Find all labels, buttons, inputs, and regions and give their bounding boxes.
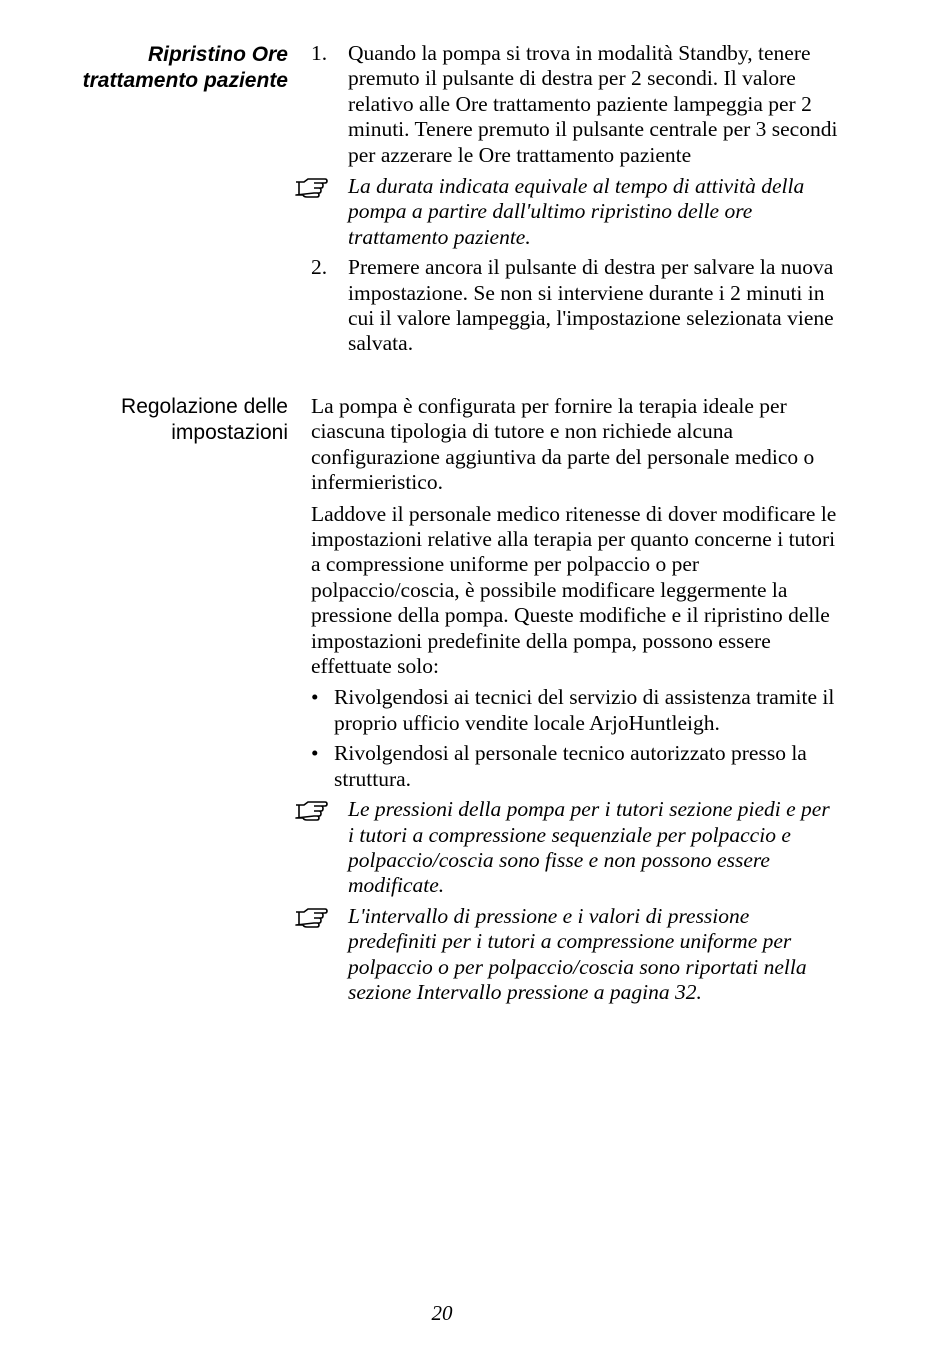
heading-line: trattamento paziente <box>82 69 288 92</box>
pointing-hand-icon <box>294 799 328 821</box>
pointing-hand-icon <box>294 176 328 198</box>
bullet-text: Rivolgendosi al personale tecnico autorizzato presso la struttura. <box>334 741 807 791</box>
page-number: 20 <box>431 1301 453 1325</box>
paragraph: La pompa è configurata per fornire la terapia ideale per ciascuna tipologia di tutore e non richiede alcuna configurazione aggiuntiva da parte del personale medico o infermieristico. <box>311 394 815 495</box>
section-heading-reset-hours <box>40 42 288 94</box>
bullet-icon: • <box>311 741 319 766</box>
bullet-item <box>311 685 841 736</box>
step-text: Premere ancora il pulsante di destra per salvare la nuova impostazione. Se non si interviene durante i 2 minuti in cui il valore lampeggia, l'impostazione selezionata viene salvata. <box>348 255 834 356</box>
note-text: La durata indicata equivale al tempo di attività della pompa a partire dall'ultimo ripristino delle ore trattamento paziente. <box>348 174 805 249</box>
heading-line: Ripristino Ore <box>147 43 288 66</box>
step-text: Quando la pompa si trova in modalità Standby, tenere premuto il pulsante di destra per 2 secondi. Il valore relativo alle Ore trattamento paziente lampeggia per 2 minuti. Tenere premuto il pulsante centrale per 3 secondi per azzerare le Ore trattamento paziente <box>348 41 838 167</box>
step-1 <box>311 41 841 168</box>
step-2 <box>311 255 841 357</box>
reset-hours-body <box>311 41 841 357</box>
settings-body <box>311 394 841 1005</box>
heading-line: Regolazione delle <box>121 395 288 418</box>
section-heading-settings <box>40 394 288 446</box>
note-3 <box>311 904 841 1006</box>
note-text: L'intervallo di pressione e i valori di pressione predefiniti per i tutori a compressione uniforme per polpaccio o per polpaccio/coscia sono riportati nella sezione Intervallo pressione a pagina 32. <box>348 903 807 1004</box>
step-number: 1. <box>311 41 328 65</box>
note-2 <box>311 797 841 899</box>
note-1 <box>311 174 841 250</box>
bullet-item <box>311 741 841 792</box>
bullet-text: Rivolgendosi ai tecnici del servizio di assistenza tramite il proprio ufficio vendite locale ArjoHuntleigh. <box>334 685 835 735</box>
step-number: 2. <box>311 255 328 280</box>
note-text: Le pressioni della pompa per i tutori sezione piedi e per i tutori a compressione sequenziale per polpaccio e polpaccio/coscia sono fisse e non possono essere modificate. <box>348 797 830 898</box>
heading-line: impostazioni <box>171 421 288 444</box>
paragraph: Laddove il personale medico ritenesse di dover modificare le impostazioni relative alla terapia per quanto concerne i tutori a compressione uniforme per polpaccio o per polpaccio/coscia, è possibile modificare leggermente la pressione della pompa. Queste modifiche e il ripristino delle impostazioni predefinite della pompa, possono essere effettuate solo: <box>311 501 837 679</box>
bullet-icon: • <box>311 685 319 710</box>
pointing-hand-icon <box>294 906 328 928</box>
